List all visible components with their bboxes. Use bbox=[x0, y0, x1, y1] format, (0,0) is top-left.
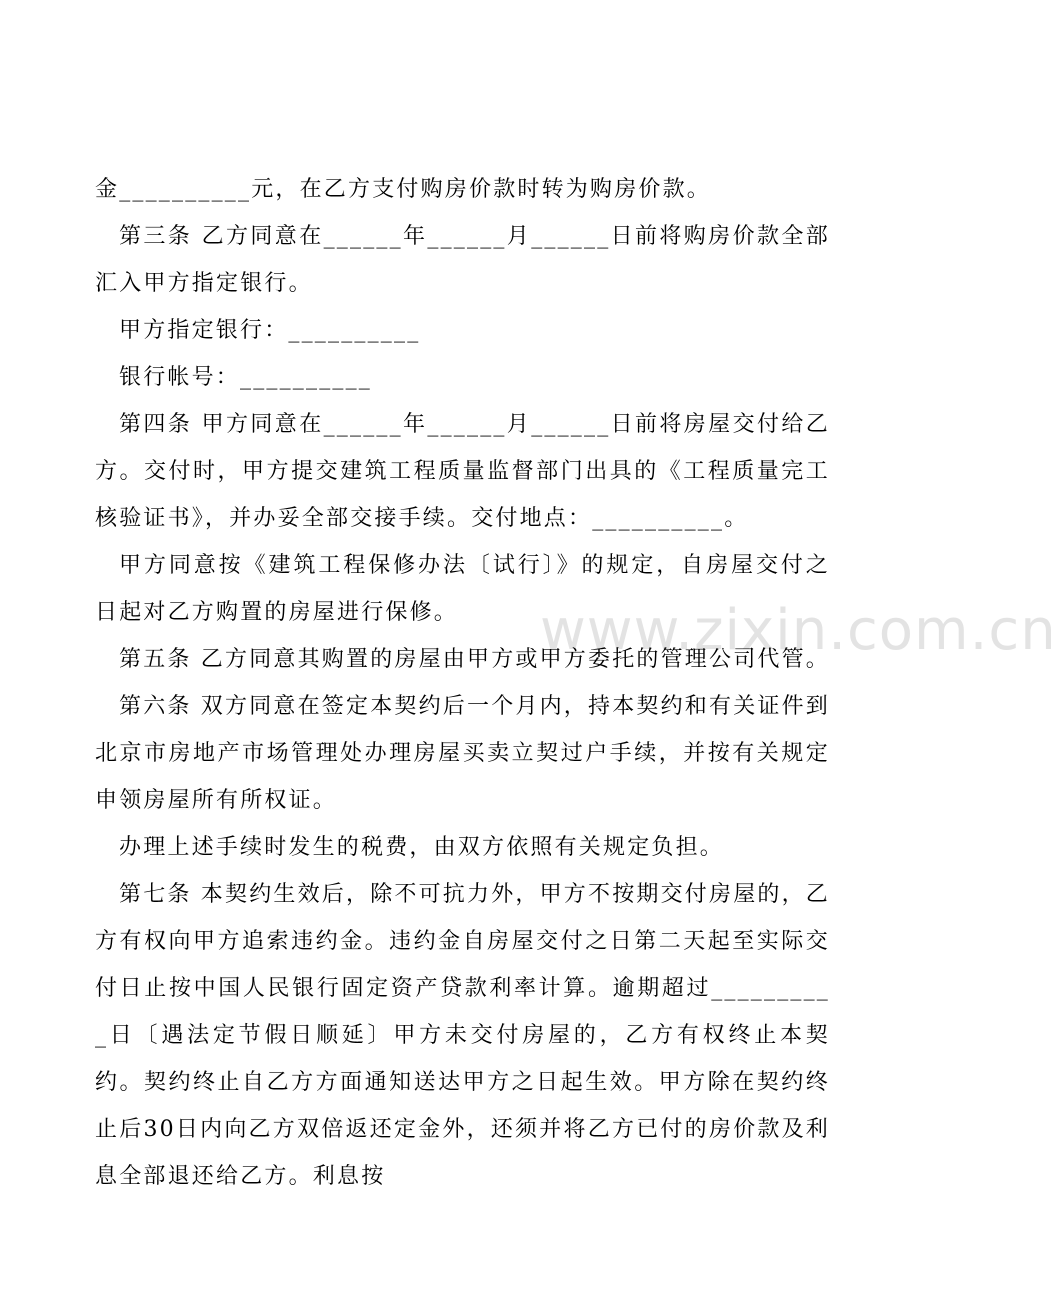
paragraph-designated-bank: 甲方指定银行：__________ bbox=[119, 318, 421, 343]
paragraph-article-7: 第七条 本契约生效后，除不可抗力外，甲方不按期交付房屋的，乙方有权向甲方追索违约金。违约金自房屋交付之日第二天起至实际交付日止按中国人民银行固定资产贷款利率计算。逾期超过__________日〔遇法定节假日顺延〕甲方未交付房屋的，乙方有权终止本契约。契约终止自乙方方面通知送达甲方之日起生效。甲方除在契约终止后30日内向乙方双倍返还定金外，还须并将乙方已付的房价款及利息全部退还给乙方。利息按 bbox=[95, 882, 830, 1189]
paragraph-deposit: 金__________元，在乙方支付购房价款时转为购房价款。 bbox=[95, 177, 712, 202]
paragraph-taxes: 办理上述手续时发生的税费，由双方依照有关规定负担。 bbox=[119, 835, 725, 860]
paragraph-article-4: 第四条 甲方同意在______年______月______日前将房屋交付给乙方。交付时，甲方提交建筑工程质量监督部门出具的《工程质量完工核验证书》，并办妥全部交接手续。交付地点：__________。 bbox=[95, 412, 830, 531]
paragraph-article-5: 第五条 乙方同意其购置的房屋由甲方或甲方委托的管理公司代管。 bbox=[119, 647, 830, 672]
watermark: www.zixin.com.cn bbox=[540, 598, 1057, 663]
paragraph-bank-account: 银行帐号：__________ bbox=[119, 365, 373, 390]
contract-text bbox=[95, 166, 830, 1200]
paragraph-warranty: 甲方同意按《建筑工程保修办法〔试行〕》的规定，自房屋交付之日起对乙方购置的房屋进行保修。 bbox=[95, 553, 830, 625]
paragraph-article-3: 第三条 乙方同意在______年______月______日前将购房价款全部汇入甲方指定银行。 bbox=[95, 224, 830, 296]
paragraph-article-6: 第六条 双方同意在签定本契约后一个月内，持本契约和有关证件到北京市房地产市场管理处办理房屋买卖立契过户手续，并按有关规定申领房屋所有所权证。 bbox=[95, 694, 830, 813]
